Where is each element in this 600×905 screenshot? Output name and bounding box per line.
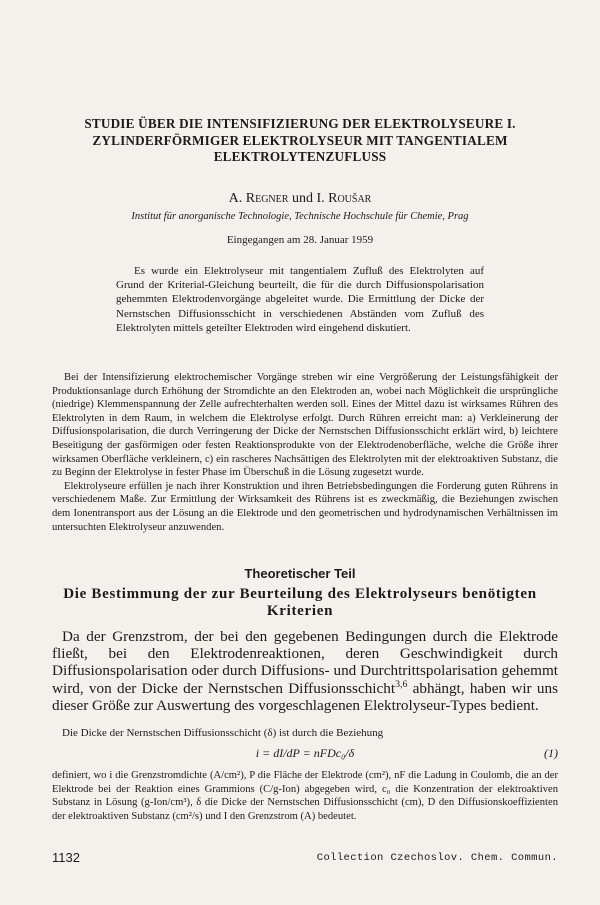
citation-superscript: 3,6 <box>395 678 408 690</box>
equation <box>52 746 558 762</box>
large-paragraph-text: Da der Grenzstrom, der bei den gegebenen Bedingungen durch die Elektrode fließt, bei den Elektrodenreaktionen, deren Geschwindigkeit durch Diffusionspolarisation oder durch Diffusions- und Durchtrittspolarisation gehemmt wird, von der Dicke der Nernstschen Diffusionsschicht <box>52 628 558 697</box>
page-footer <box>52 850 558 870</box>
page-number: 1132 <box>52 850 80 865</box>
received-date: Eingegangen am 28. Januar 1959 <box>226 234 374 246</box>
introduction <box>52 371 558 534</box>
subsection-heading: Die Bestimmung der zur Beurteilung des Elektrolyseurs benötigten Kriterien <box>63 586 537 619</box>
large-paragraph <box>52 628 558 714</box>
intro-paragraph: Elektrolyseure erfüllen je nach ihrer Konstruktion und ihren Betriebsbedingungen die Forderung guten Rührens in verschiedenem Maße. Zur Ermittlung der Wirksamkeit des Rührens ist es zweckmäßig, die Beziehungen zwischen dem Ionentransport aus der Lösung an die Elektrode und den geometrischen und hydrodynamischen Verhältnissen im untersuchten Elektrolyseur anzuwenden. <box>52 480 558 533</box>
authors-line <box>40 191 560 207</box>
journal-name: Collection Czechoslov. Chem. Commun. <box>316 852 558 864</box>
institution: Institut für anorganische Technologie, Technische Hochschule für Chemie, Prag <box>131 211 469 222</box>
section-heading: Theoretischer Teil <box>244 566 356 581</box>
definitions-paragraph: definiert, wo i die Grenzstromdichte (A/cm²), P die Fläche der Elektrode (cm²), nF die Ladung in Coulomb, die an der Elektrode bei der Reaktion eines Grammions (C/g-Ion) abgegeben wird, c₀ die Konzentration der elektroaktiven Substanz in Lösung (g-Ion/cm³), δ die Dicke der Nernstschen Diffusionsschicht (cm), D den Diffusionskoeffizienten der elektroaktiven Substanz (cm²/s) und I den Grenzstrom (A) bedeutet. <box>52 770 558 822</box>
article-title: STUDIE ÜBER DIE INTENSIFIZIERUNG DER ELEKTROLYSEURE I. ZYLINDERFÖRMIGER ELEKTROLYSEUR MIT TANGENTIALEM ELEKTROLYTENZUFLUSS <box>84 116 516 164</box>
abstract: Es wurde ein Elektrolyseur mit tangentialem Zufluß des Elektrolyten auf Grund der Kriterial-Gleichung beurteilt, die für die durch Diffusionspolarisation gehemmten Elektrodenvorgänge abgeleitet wurde. Die Ermittlung der Dicke der Nernstschen Diffusionsschicht in verschiedenen Abständen vom Zufluß des Elektrolyten mittels geteilter Elektroden wird eingehend diskutiert. <box>116 265 484 334</box>
equation-intro: Die Dicke der Nernstschen Diffusionsschicht (δ) ist durch die Beziehung <box>62 727 384 739</box>
equation-number: (1) <box>544 746 558 760</box>
large-paragraph-text-end: abhängt, haben wir uns dieser Größe zur Auswertung des vorgeschlagenen Elektrolyseur-Types bedient. <box>52 679 558 714</box>
author-connector: und <box>291 191 313 206</box>
equation-expression: i = dI/dP = nFDc₀/δ <box>255 746 355 760</box>
author-1: A. Regner <box>228 191 289 206</box>
intro-paragraph: Bei der Intensifizierung elektrochemischer Vorgänge streben wir eine Vergrößerung der Leistungsfähigkeit der Produktionsanlage durch Erhöhung der Stromdichte an den Elektroden an, wobei nach Möglichkeit die ursprüngliche (niedrige) Klemmenspannung der Zelle aufrechterhalten werden soll. Eines der Mittel dazu ist wirksames Rühren des Elektrolyten in dem Raum, in welchem die Elektrolyse erfolgt. Durch Rühren erreicht man: a) Verkleinerung der Diffusionspolarisation, die durch Verringerung der Dicke der Nernstschen Diffusionsschicht erklärt wird, b) leichtere Beseitigung der gasförmigen oder festen Reaktionsprodukte von der Elektrodenoberfläche, welche die Größe ihrer wirksamen Oberfläche verkleinern, c) ein rascheres Nachsättigen des Elektrolyten mit der elektroaktiven Substanz, die zu Beginn der Elektrolyse in fester Phase im Überschuß in die Lösung zugesetzt wurde. <box>52 372 558 479</box>
author-2: I. Roušar <box>316 191 372 206</box>
